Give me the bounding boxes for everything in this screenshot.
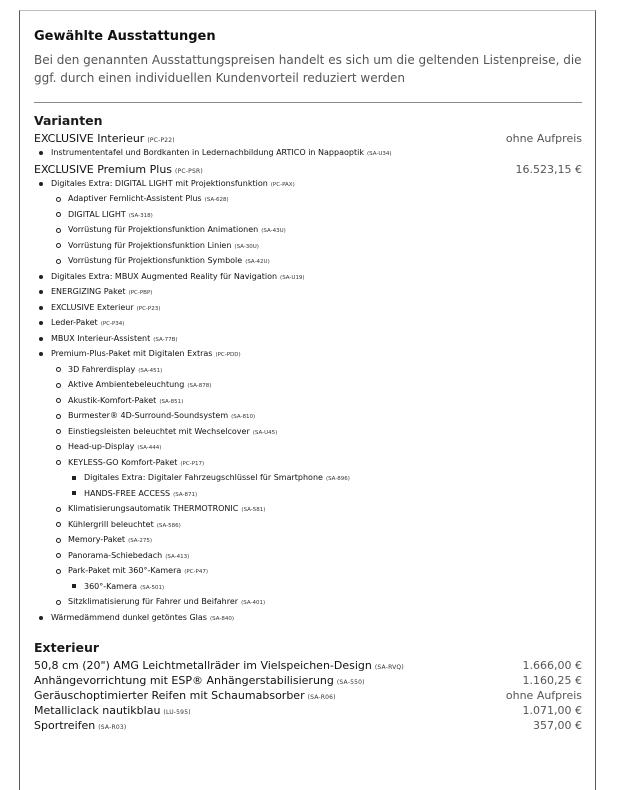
equipment-price: 357,00 € (533, 719, 582, 732)
feature-label: 360°-Kamera (84, 581, 138, 591)
feature-item (34, 456, 582, 472)
equipment-price: 1.666,00 € (522, 659, 582, 672)
feature-item (34, 301, 582, 317)
equipment-code: (PC-P22) (147, 137, 175, 144)
feature-label: Vorrüstung für Projektionsfunktion Animationen (68, 225, 259, 234)
equipment-name (34, 718, 126, 735)
feature-item (34, 440, 582, 456)
feature-item (34, 471, 582, 487)
feature-item (34, 564, 582, 580)
feature-code: (PC-PBP) (128, 290, 153, 296)
feature-label: ENERGIZING Paket (51, 287, 126, 296)
feature-code: (SA-878) (187, 383, 212, 389)
feature-item (34, 285, 582, 301)
feature-code: (SA-840) (209, 615, 234, 622)
feature-item (34, 208, 582, 224)
feature-item (34, 254, 582, 270)
equipment-price: 1.071,00 € (522, 704, 582, 717)
equipment-price: 1.160,25 € (522, 674, 582, 687)
feature-code: (SA-501) (140, 584, 165, 591)
feature-label: MBUX Interieur-Assistent (51, 333, 151, 343)
equipment-code: (PC-PSR) (175, 167, 203, 175)
feature-label: Digitales Extra: MBUX Augmented Reality für Navigation (51, 271, 278, 281)
section-title-exterieur: Exterieur (34, 640, 100, 655)
equipment-row (34, 673, 582, 688)
feature-item (34, 394, 582, 410)
feature-item (34, 146, 582, 162)
feature-code: (SA-413) (165, 553, 190, 560)
equipment-row (34, 162, 582, 177)
feature-code: (SA-U34) (366, 151, 392, 157)
feature-item (34, 347, 582, 363)
feature-item (34, 177, 582, 193)
feature-label: Digitales Extra: Digitaler Fahrzeugschlüssel für Smartphone (84, 473, 323, 482)
feature-code: (SA-851) (159, 398, 184, 405)
feature-code: (SA-275) (128, 538, 153, 544)
equipment-row (34, 131, 582, 146)
feature-item (34, 378, 582, 394)
feature-label: Klimatisierungsautomatik THERMOTRONIC (68, 504, 239, 513)
feature-label: HANDS-FREE ACCESS (84, 488, 171, 498)
equipment-row (34, 718, 582, 733)
feature-label: Vorrüstung für Projektionsfunktion Linien (68, 240, 232, 250)
feature-label: Wärmedämmend dunkel getöntes Glas (51, 612, 207, 622)
feature-label: Head-up-Display (68, 442, 135, 451)
feature-item (34, 239, 582, 255)
feature-item (34, 487, 582, 503)
feature-item (34, 518, 582, 534)
feature-code: (SA-U45) (252, 429, 278, 436)
equipment-code: (SA-R06) (307, 694, 336, 701)
feature-code: (SA-444) (137, 445, 162, 451)
feature-code: (SA-896) (325, 476, 350, 482)
equipment-label: 50,8 cm (20") AMG Leichtmetallräder im Vielspeichen-Design (34, 659, 372, 672)
varianten-list (34, 131, 582, 626)
feature-code: (SA-628) (204, 197, 229, 203)
equipment-label: Metalliclack nautikblau (34, 704, 161, 717)
feature-label: Burmester® 4D-Surround-Soundsystem (68, 411, 229, 420)
equipment-label: EXCLUSIVE Interieur (34, 132, 145, 145)
feature-label: Einstiegsleisten beleuchtet mit Wechselcover (68, 426, 250, 436)
feature-code: (SA-77B) (153, 336, 178, 343)
feature-item (34, 595, 582, 611)
equipment-row (34, 688, 582, 703)
feature-label: DIGITAL LIGHT (68, 209, 126, 219)
feature-code: (SA-586) (156, 522, 181, 529)
feature-code: (PC-P23) (136, 305, 161, 312)
feature-code: (SA-42U) (245, 259, 270, 265)
feature-item (34, 332, 582, 348)
feature-code: (SA-581) (241, 507, 266, 513)
feature-code: (SA-U19) (280, 274, 305, 281)
feature-label: Vorrüstung für Projektionsfunktion Symbole (68, 256, 243, 265)
feature-label: Park-Paket mit 360°-Kamera (68, 566, 182, 575)
feature-label: Aktive Ambientebeleuchtung (68, 380, 185, 389)
equipment-code: (SA-RVQ) (374, 664, 404, 671)
feature-label: Akustik-Komfort-Paket (68, 395, 157, 405)
equipment-label: EXCLUSIVE Premium Plus (34, 162, 173, 176)
feature-item (34, 580, 582, 596)
equipment-code: (SA-R03) (98, 724, 127, 731)
feature-code: (SA-318) (128, 212, 153, 219)
page-title: Gewählte Ausstattungen (34, 29, 216, 44)
equipment-code: (LU-595) (163, 709, 191, 716)
feature-item (34, 502, 582, 518)
feature-item (34, 363, 582, 379)
feature-label: Adaptiver Fernlicht-Assistent Plus (68, 194, 202, 203)
feature-item (34, 533, 582, 549)
feature-code: (PC-P34) (100, 321, 125, 327)
feature-code: (PC-PAX) (270, 181, 295, 188)
equipment-panel (19, 10, 596, 790)
exterieur-list (34, 658, 582, 733)
feature-code: (SA-43U) (261, 228, 286, 234)
equipment-row (34, 658, 582, 673)
feature-label: Memory-Paket (68, 535, 126, 544)
feature-item (34, 223, 582, 239)
feature-code: (SA-401) (241, 600, 266, 606)
feature-code: (SA-451) (138, 367, 163, 374)
equipment-price: 16.523,15 € (515, 162, 582, 176)
equipment-label: Anhängevorrichtung mit ESP® Anhängerstabilisierung (34, 674, 334, 687)
feature-label: Kühlergrill beleuchtet (68, 519, 154, 529)
feature-label: Instrumententafel und Bordkanten in Ledernachbildung ARTICO in Nappaoptik (51, 148, 364, 157)
feature-code: (SA-871) (173, 491, 198, 498)
feature-item (34, 611, 582, 627)
feature-code: (SA-30U) (234, 243, 259, 250)
equipment-row (34, 703, 582, 718)
section-title-varianten: Varianten (34, 113, 103, 128)
feature-label: EXCLUSIVE Exterieur (51, 302, 134, 312)
feature-label: Sitzklimatisierung für Fahrer und Beifahrer (68, 597, 239, 606)
equipment-price: ohne Aufpreis (505, 689, 582, 702)
feature-label: Panorama-Schiebedach (68, 550, 163, 560)
feature-list (34, 146, 582, 162)
feature-code: (PC-P47) (184, 569, 209, 575)
feature-item (34, 409, 582, 425)
feature-list (34, 177, 582, 627)
divider (34, 102, 582, 103)
feature-code: (PC-PDD) (215, 352, 241, 358)
feature-item (34, 316, 582, 332)
feature-item (34, 270, 582, 286)
feature-label: Premium-Plus-Paket mit Digitalen Extras (51, 349, 213, 358)
feature-code: (SA-810) (231, 414, 256, 420)
feature-item (34, 425, 582, 441)
feature-label: KEYLESS-GO Komfort-Paket (68, 457, 178, 467)
equipment-label: Sportreifen (34, 719, 96, 732)
equipment-label: Geräuschoptimierter Reifen mit Schaumabsorber (34, 689, 305, 702)
feature-label: 3D Fahrerdisplay (68, 364, 136, 374)
feature-item (34, 549, 582, 565)
feature-code: (PC-P17) (180, 460, 205, 467)
feature-label: Digitales Extra: DIGITAL LIGHT mit Projektionsfunktion (51, 178, 268, 188)
equipment-price: ohne Aufpreis (505, 132, 582, 145)
price-notice: Bei den genannten Ausstattungspreisen handelt es sich um die geltenden Listenpreise, die ggf. durch einen individuellen Kundenvorteil reduziert werden (34, 53, 582, 85)
feature-item (34, 192, 582, 208)
equipment-code: (SA-550) (336, 679, 365, 686)
feature-label: Leder-Paket (51, 318, 98, 327)
